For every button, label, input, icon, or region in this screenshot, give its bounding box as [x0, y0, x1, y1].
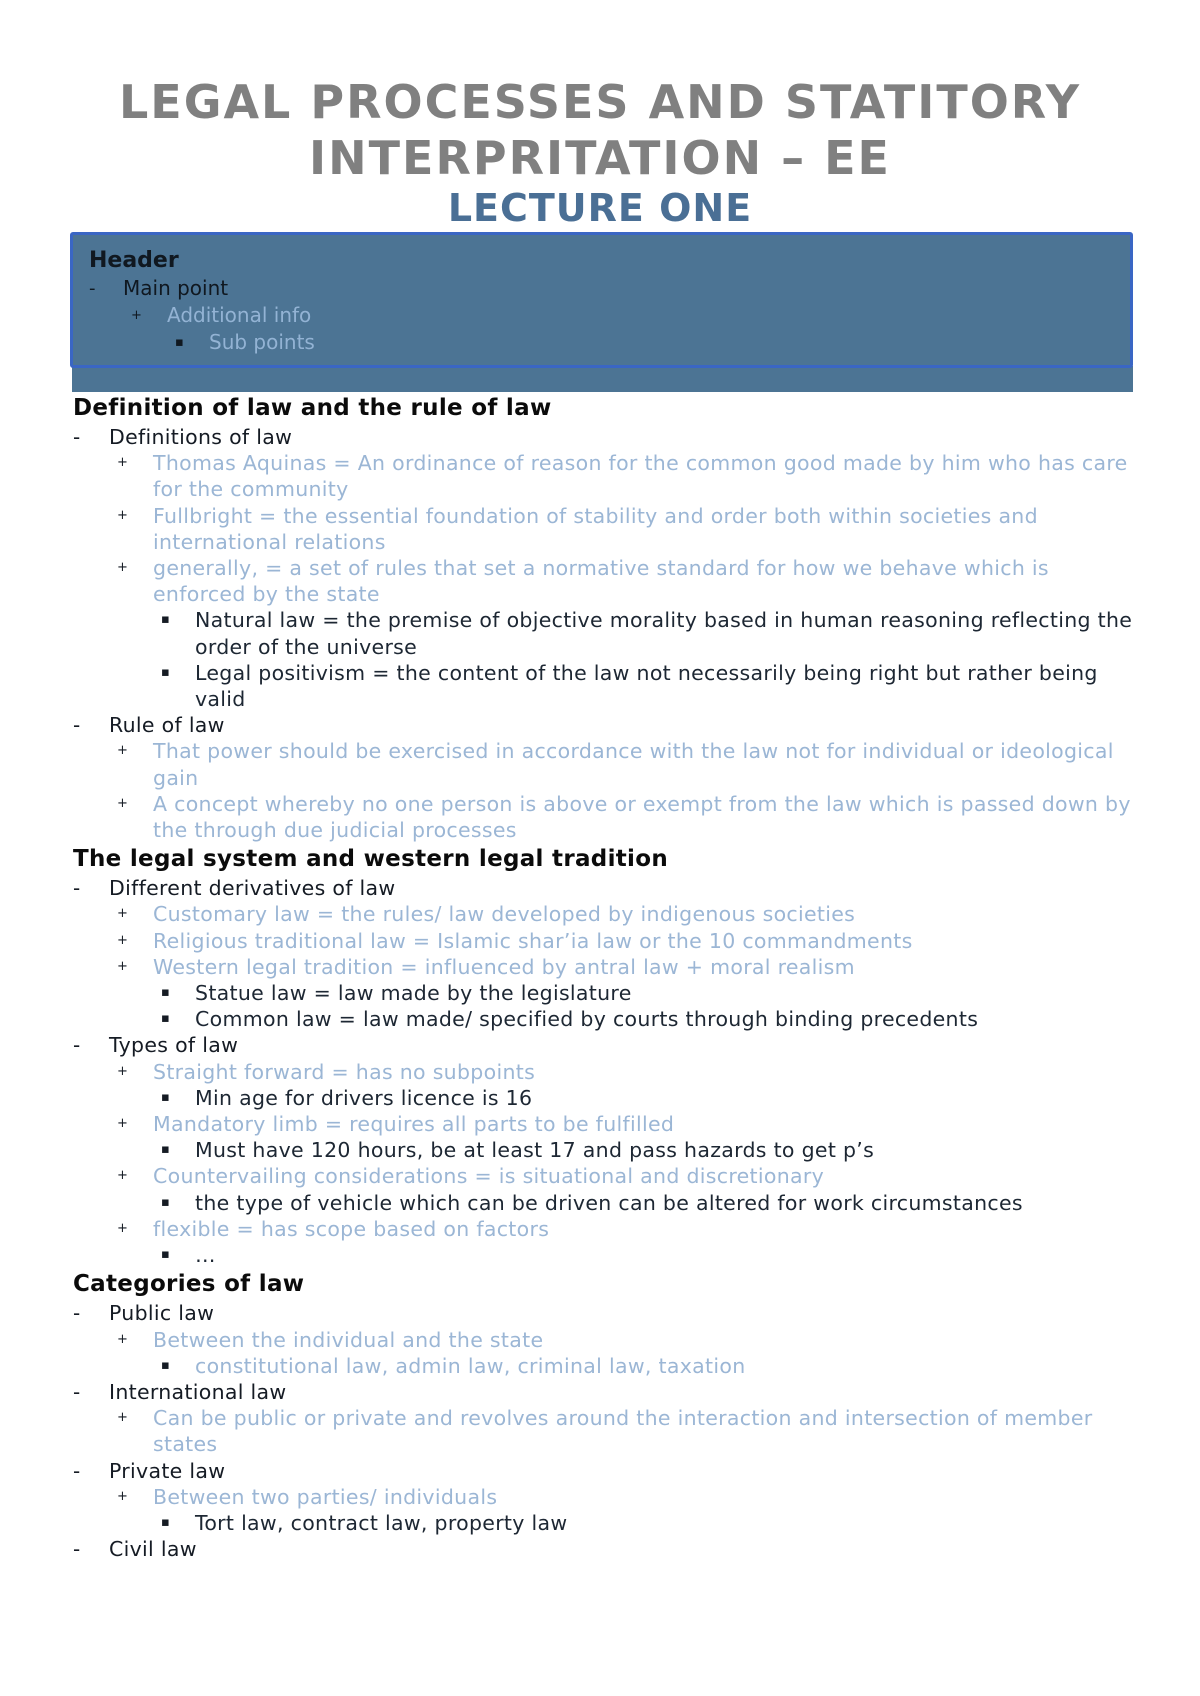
plus-bullet-icon: + — [117, 1168, 129, 1184]
legend-additional-info-label: Additional info — [167, 303, 312, 327]
sub-point — [73, 607, 1143, 659]
item-text: Straight forward = has no subpoints — [153, 1059, 536, 1084]
item-text: Mandatory limb = requires all parts to be fulfilled — [153, 1112, 675, 1137]
item-text: Natural law = the premise of objective morality based in human reasoning reflecting the order of the universe — [195, 608, 1133, 659]
sub-point — [73, 1190, 1143, 1216]
item-text: Definitions of law — [109, 425, 293, 449]
main-point — [73, 424, 1143, 450]
sub-point — [73, 1510, 1143, 1536]
item-text: Between the individual and the state — [153, 1327, 544, 1352]
item-text: Fullbright = the essential foundation of stability and order both within societies and international relations — [153, 503, 1038, 554]
item-text: … — [195, 1243, 216, 1268]
square-bullet-icon: ▪ — [161, 1357, 171, 1373]
square-bullet-icon: ▪ — [175, 335, 184, 350]
square-bullet-icon: ▪ — [161, 985, 171, 1001]
dash-bullet-icon: - — [73, 876, 81, 901]
main-point — [73, 1458, 1143, 1484]
sub-point — [73, 1085, 1143, 1111]
plus-bullet-icon: + — [117, 1331, 129, 1347]
item-text: the type of vehicle which can be driven can be altered for work circumstances — [195, 1190, 1023, 1215]
item-text: generally, = a set of rules that set a normative standard for how we behave which is enforced by the state — [153, 556, 1049, 607]
item-text: Common law = law made/ specified by courts through binding precedents — [195, 1007, 979, 1032]
item-text: Min age for drivers licence is 16 — [195, 1085, 533, 1110]
additional-info — [73, 503, 1143, 555]
document-subtitle: LECTURE ONE — [447, 186, 753, 230]
item-text: Thomas Aquinas = An ordinance of reason for the common good made by him who has care for the community — [153, 451, 1128, 502]
square-bullet-icon: ▪ — [161, 1142, 171, 1158]
legend-header: Header — [89, 248, 179, 273]
legend-sub-points — [89, 329, 1114, 356]
sub-point — [73, 980, 1143, 1006]
square-bullet-icon: ▪ — [161, 1089, 171, 1105]
dash-bullet-icon: - — [73, 1537, 81, 1562]
item-text: constitutional law, admin law, criminal law, taxation — [195, 1353, 746, 1378]
additional-info — [73, 928, 1143, 954]
plus-bullet-icon: + — [117, 743, 129, 759]
item-text: Religious traditional law = Islamic shar’ia law or the 10 commandments — [153, 928, 913, 953]
item-text: Types of law — [109, 1033, 239, 1058]
plus-bullet-icon: + — [117, 1220, 129, 1236]
additional-info — [73, 738, 1143, 790]
additional-info — [73, 1484, 1143, 1510]
sub-point — [73, 660, 1143, 712]
sub-point — [73, 1006, 1143, 1032]
document-title — [60, 74, 1140, 186]
section-heading: Categories of law — [73, 1271, 305, 1298]
dash-bullet-icon: - — [73, 713, 81, 738]
item-text: Civil law — [109, 1537, 197, 1562]
additional-info — [73, 954, 1143, 980]
item-text: A concept whereby no one person is above or exempt from the law which is passed down by the through due judicial processes — [153, 791, 1131, 843]
item-text: International law — [109, 1379, 287, 1404]
plus-bullet-icon: + — [117, 507, 129, 523]
plus-bullet-icon: + — [117, 906, 129, 922]
plus-bullet-icon: + — [117, 560, 129, 576]
square-bullet-icon: ▪ — [161, 1194, 171, 1210]
item-text: Must have 120 hours, be at least 17 and pass hazards to get p’s — [195, 1138, 875, 1163]
item-text: That power should be exercised in accordance with the law not for individual or ideological gain — [153, 739, 1114, 790]
additional-info — [73, 1111, 1143, 1137]
square-bullet-icon: ▪ — [161, 664, 171, 680]
legend-main-point — [89, 275, 1114, 302]
plus-bullet-icon: + — [117, 1410, 129, 1426]
dash-bullet-icon: - — [73, 1379, 81, 1404]
dash-bullet-icon: - — [73, 1033, 81, 1058]
additional-info — [73, 1327, 1143, 1353]
title-line-1: LEGAL PROCESSES AND STATITORY — [118, 75, 1082, 129]
plus-bullet-icon: + — [117, 1063, 129, 1079]
dash-bullet-icon: - — [73, 1458, 81, 1483]
main-point — [73, 1536, 1143, 1562]
dash-bullet-icon: - — [73, 1301, 81, 1326]
item-text: Statue law = law made by the legislature — [195, 981, 632, 1006]
item-text: Can be public or private and revolves around the interaction and intersection of member states — [153, 1406, 1093, 1457]
sub-point — [73, 1242, 1143, 1268]
additional-info — [73, 1216, 1143, 1242]
main-point — [73, 712, 1143, 738]
square-bullet-icon: ▪ — [161, 1011, 171, 1027]
legend-sub-points-label: Sub points — [209, 330, 315, 354]
item-text: Rule of law — [109, 713, 225, 738]
dash-bullet-icon: - — [73, 425, 81, 449]
legend-box-shadow — [72, 366, 1133, 392]
legend-additional-info — [89, 302, 1114, 329]
sub-point — [73, 1353, 1143, 1379]
section-heading: Definition of law and the rule of law — [73, 395, 552, 421]
item-text: Public law — [109, 1301, 215, 1326]
square-bullet-icon: ▪ — [161, 1514, 171, 1530]
item-text: Western legal tradition = influenced by antral law + moral realism — [153, 954, 855, 979]
plus-bullet-icon: + — [117, 958, 129, 974]
plus-bullet-icon: + — [117, 795, 129, 811]
sub-point — [73, 1137, 1143, 1163]
section-heading: The legal system and western legal tradition — [73, 846, 669, 873]
additional-info — [73, 450, 1143, 502]
plus-bullet-icon: + — [117, 932, 129, 948]
item-text: Tort law, contract law, property law — [195, 1510, 568, 1535]
item-text: Customary law = the rules/ law developed by indigenous societies — [153, 902, 856, 927]
square-bullet-icon: ▪ — [161, 1247, 171, 1263]
main-point — [73, 1300, 1143, 1326]
item-text: Private law — [109, 1458, 226, 1483]
item-text: Countervailing considerations = is situational and discretionary — [153, 1164, 825, 1189]
plus-bullet-icon: + — [117, 1116, 129, 1132]
additional-info — [73, 791, 1143, 843]
main-point — [73, 1379, 1143, 1405]
main-point — [73, 875, 1143, 901]
square-bullet-icon: ▪ — [161, 612, 171, 628]
additional-info — [73, 1163, 1143, 1189]
item-text: Legal positivism = the content of the law not necessarily being right but rather being valid — [195, 660, 1098, 712]
additional-info — [73, 1059, 1143, 1085]
title-line-2: INTERPRITATION – EE — [309, 131, 891, 185]
additional-info — [73, 555, 1143, 607]
legend-box — [70, 232, 1133, 368]
additional-info — [73, 1405, 1143, 1457]
item-text: Between two parties/ individuals — [153, 1484, 498, 1509]
additional-info — [73, 901, 1143, 927]
item-text: Different derivatives of law — [109, 876, 396, 901]
dash-bullet-icon: - — [89, 278, 96, 299]
main-point — [73, 1032, 1143, 1058]
plus-bullet-icon: + — [117, 455, 129, 471]
plus-bullet-icon: + — [117, 1488, 129, 1504]
plus-bullet-icon: + — [131, 308, 142, 323]
item-text: flexible = has scope based on factors — [153, 1216, 550, 1241]
legend-main-point-label: Main point — [123, 276, 229, 300]
notes-content — [73, 392, 1143, 1562]
